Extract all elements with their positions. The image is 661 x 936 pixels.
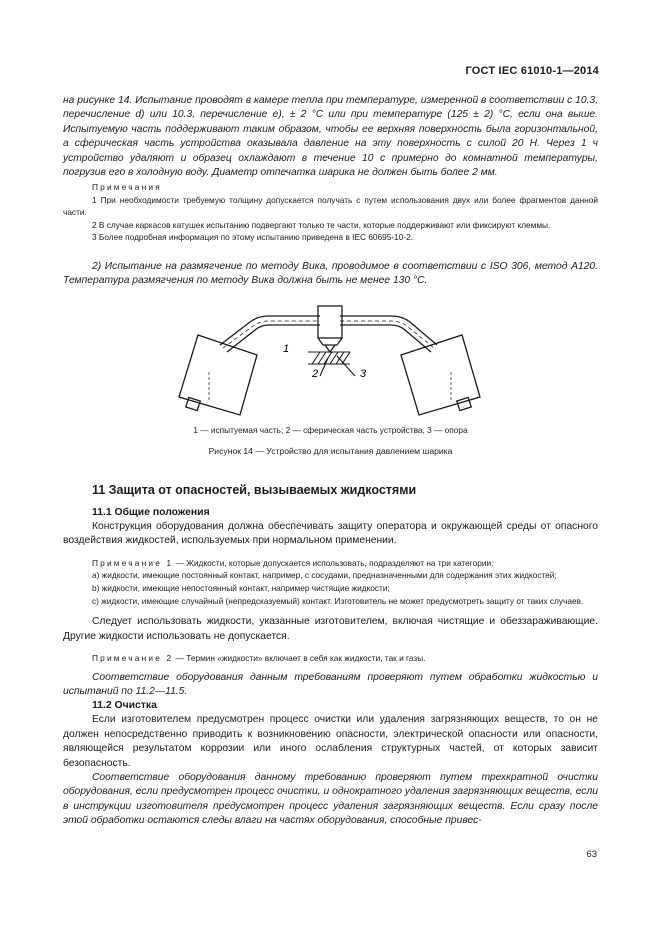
subsection-11-2-paragraph: Если изготовителем предусмотрен процесс очистки или удаления загрязняющих веществ, то он не должен непосредственно приводить к возникновению опасности, электрической опасности или опасности, являющейся результатом коррозии или иного ослабления структурных частей, от которых зависит безопасность.: [63, 714, 598, 769]
note-1-text: — Жидкости, которые допускается использовать, подразделяют на три категории:: [175, 557, 494, 568]
intro-paragraph-block: [63, 94, 598, 180]
section-11-1-block: [63, 507, 598, 829]
note-item: 3 Более подробная информация по этому испытанию приведена в IEC 60695-10-2.: [92, 232, 414, 243]
note-1-item: а) жидкости, имеющие постоянный контакт, например, с сосудами, предназначенными для содержания этих жидкостей;: [92, 570, 557, 581]
subsection-11-1-heading: 11.1 Общие положения: [92, 507, 210, 518]
notes-block-1: [63, 181, 598, 244]
page-number: 63: [586, 849, 597, 860]
note-item: 2 В случае каркасов катушек испытанию подвергают только те части, которые поддерживают или фиксируют клеммы.: [92, 219, 551, 230]
ball-pressure-apparatus-diagram: [165, 300, 495, 425]
figure-14-drawing: [165, 300, 495, 430]
subsection-11-2-compliance: Соответствие оборудования данному требованию проверяют путем трехкратной очистки оборудования, если предусмотрен процесс очистки, и однократного удаления загрязняющих веществ, если в инструкции изготовителя предусмотрен процесс удаления загрязняющих веществ. Если сразу после этой обработки остаются следы влаги на частях оборудования, способные привес-: [63, 772, 598, 827]
subsection-11-1-paragraph-2: Следует использовать жидкости, указанные изготовителем, включая чистящие и обеззараживающие. Другие жидкости использовать не допускается.: [63, 616, 598, 642]
figure-legend: 1 — испытуемая часть; 2 — сферическая часть устройства, 3 — опора: [193, 425, 468, 435]
figure-caption: Рисунок 14 — Устройство для испытания давлением шарика: [208, 446, 453, 456]
vicat-paragraph: 2) Испытание на размягчение по методу Вика, проводимое в соответствии с ISO 306, метод А120. Температура размягчения по методу Вика должна быть не менее 130 °С.: [63, 261, 598, 286]
document-code-header: ГОСТ IEC 61010-1—2014: [465, 65, 599, 77]
figure-label-2: 2: [312, 368, 319, 380]
note-2-label: Примечание 2: [92, 653, 174, 663]
section-11-heading-block: [92, 483, 627, 497]
note-1-item: с) жидкости, имеющие случайный (непредсказуемый) контакт. Изготовитель не может предусмотреть защиту от таких случаев.: [92, 595, 584, 606]
figure-label-3: 3: [360, 368, 367, 380]
subsection-11-1-paragraph: Конструкция оборудования должна обеспечивать защиту оператора и окружающей среды от опасного воздействия жидкостей, используемых при нормальном применении.: [63, 521, 598, 547]
subsection-11-1-compliance: Соответствие оборудования данным требованиям проверяют путем обработки жидкостью и испытаний по 11.2—11.5.: [63, 671, 598, 697]
subsection-11-2-heading: 11.2 Очистка: [92, 700, 157, 712]
note-2-text: — Термин «жидкости» включает в себя как жидкости, так и газы.: [175, 653, 426, 663]
note-1-label: Примечание 1: [92, 557, 174, 568]
section-11-heading: 11 Защита от опасностей, вызываемых жидкостями: [92, 483, 417, 497]
intro-paragraph: на рисунке 14. Испытание проводят в камере тепла при температуре, измеренной в соответствии с 10.3, перечисление d) или 10.3, перечисление е), ± 2 °С или при температуре (125 ± 2) °С, если она выше. Испытуемую часть поддерживают таким образом, чтобы ее верхняя поверхность была горизонтальной, а сферическая часть устройства оказывала давление на эту поверхность с силой 20 Н. Через 1 ч устройство удаляют и образец охлаждают в течение 10 с примерно до комнатной температуры, погрузив его в холодную воду. Диаметр отпечатка шарика не должен быть более 2 мм.: [63, 95, 599, 179]
figure-label-1: 1: [283, 343, 290, 355]
note-1-item: b) жидкости, имеющие непостоянный контакт, например чистящие жидкости;: [92, 583, 390, 593]
note-item: 1 При необходимости требуемую толщину допускается получать с путем использования двух или более фрагментов данной части.: [63, 194, 598, 218]
vicat-paragraph-block: [63, 260, 598, 288]
notes-title: Примечания: [92, 182, 162, 192]
